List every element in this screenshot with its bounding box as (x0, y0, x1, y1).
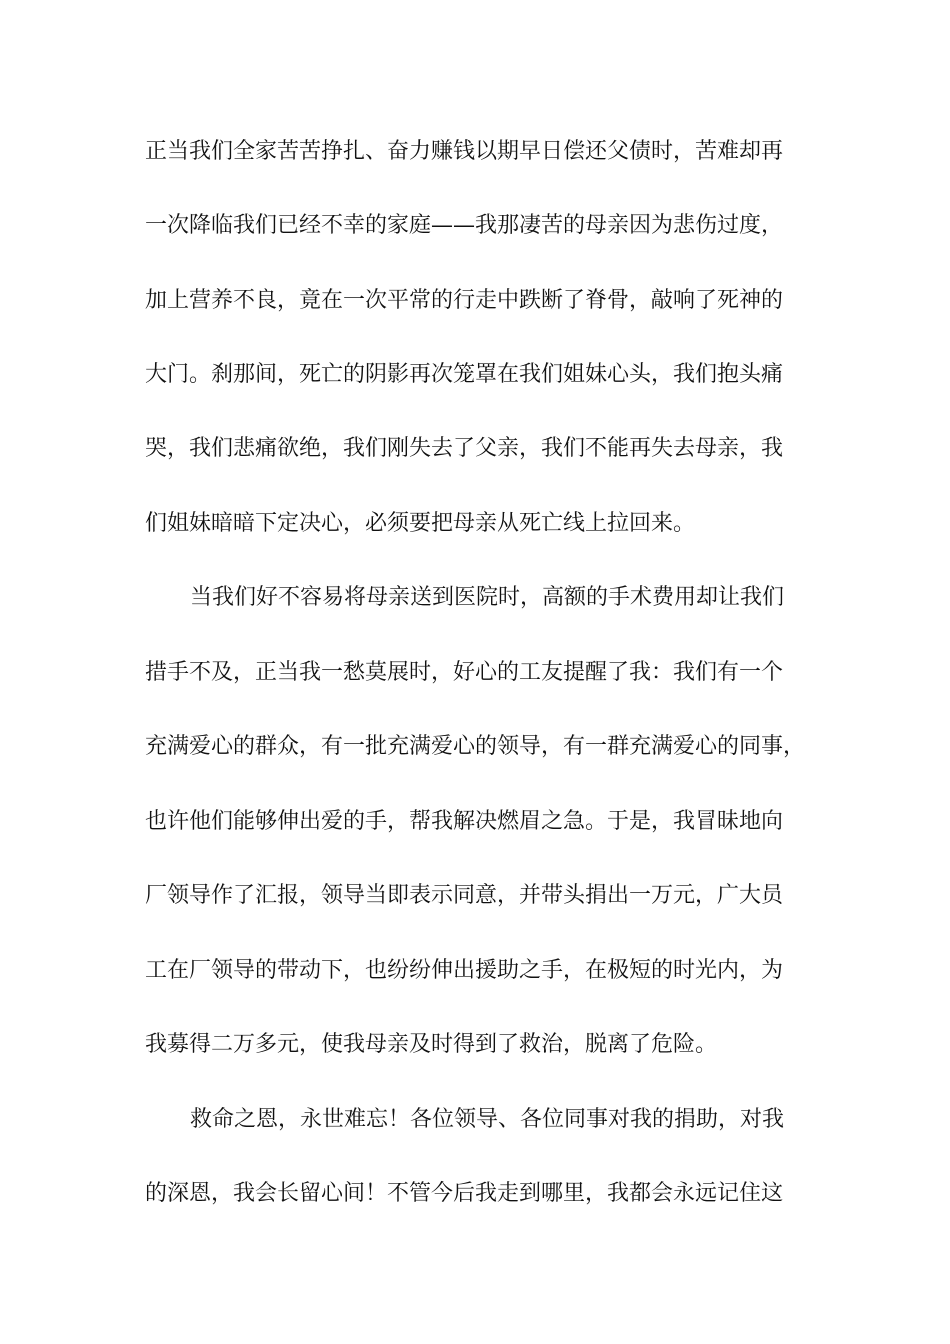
text-line-10: 也许他们能够伸出爱的手，帮我解决燃眉之急。于是，我冒昧地向 (145, 809, 784, 834)
text-line-1: 正当我们全家苦苦挣扎、奋力赚钱以期早日偿还父债时，苦难却再 (145, 139, 784, 164)
text-line-15: 的深恩，我会长留心间！不管今后我走到哪里，我都会永远记住这 (145, 1181, 784, 1206)
text-line-14: 救命之恩，永世难忘！各位领导、各位同事对我的捐助，对我 (190, 1107, 785, 1132)
text-line-12: 工在厂领导的带动下，也纷纷伸出援助之手，在极短的时光内，为 (145, 958, 784, 983)
text-line-3: 加上营养不良，竟在一次平常的行走中跌断了脊骨，敲响了死神的 (145, 288, 784, 313)
text-line-13: 我募得二万多元，使我母亲及时得到了救治，脱离了危险。 (145, 1032, 718, 1057)
text-line-11: 厂领导作了汇报，领导当即表示同意，并带头捐出一万元，广大员 (145, 883, 784, 908)
text-line-6: 们姐妹暗暗下定决心，必须要把母亲从死亡线上拉回来。 (145, 511, 696, 536)
text-line-8: 措手不及，正当我一愁莫展时，好心的工友提醒了我：我们有一个 (145, 660, 784, 685)
text-line-2: 一次降临我们已经不幸的家庭——我那凄苦的母亲因为悲伤过度， (145, 213, 784, 238)
text-line-5: 哭，我们悲痛欲绝，我们刚失去了父亲，我们不能再失去母亲，我 (145, 436, 784, 461)
text-line-7: 当我们好不容易将母亲送到医院时，高额的手术费用却让我们 (190, 585, 785, 610)
text-line-4: 大门。刹那间，死亡的阴影再次笼罩在我们姐妹心头，我们抱头痛 (145, 362, 784, 387)
text-line-9: 充满爱心的群众，有一批充满爱心的领导，有一群充满爱心的同事， (145, 734, 806, 759)
